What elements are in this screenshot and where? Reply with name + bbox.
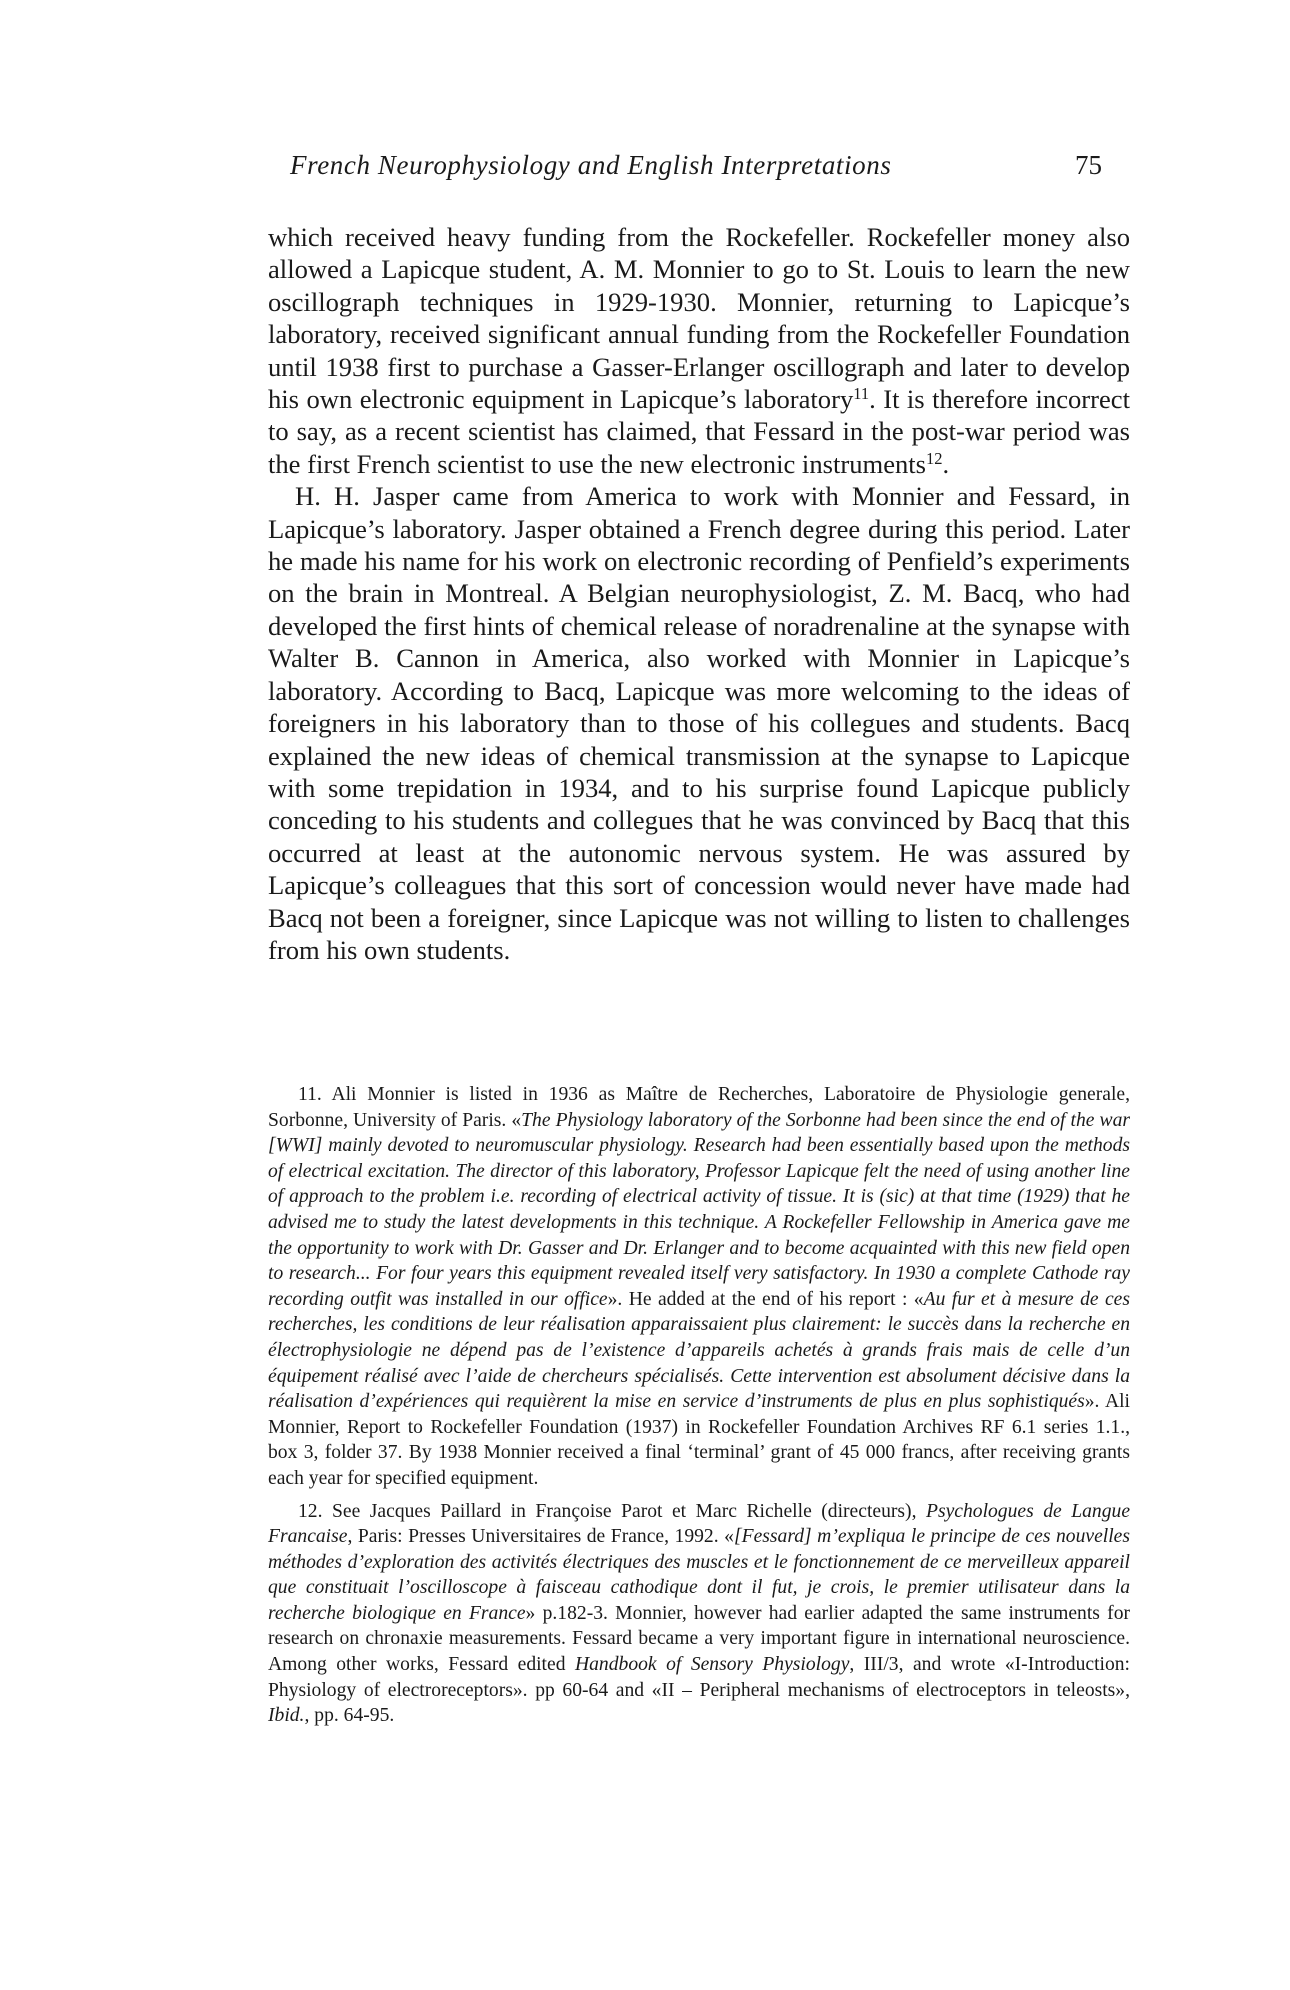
- page-number: 75: [1075, 150, 1102, 180]
- footnote-11-text-e: ». Ali Monnier, Report to Rockefeller Foundation (1937) in Rockefeller Foundation Archives RF 6.1 series 1.1., box 3, folder 37. By 1938 Monnier received a final ‘terminal’ grant of 45 000 francs, after receiving grants each year for specified equipment.: [268, 1391, 1130, 1489]
- footnote-12-text-e: » p.182-3. Monnier, however had earlier adapted the same instruments for research on chronaxie measurements. Fessard became a very important figure in international neuroscience. Among other works, Fessard edited: [268, 1602, 1131, 1676]
- paragraph-2: H. H. Jasper came from America to work with Monnier and Fessard, in Lapicque’s laboratory. Jasper obtained a French degree during this period. Later he made his name for his work on electronic recording of Penfield’s experiments on the brain in Montreal. A Belgian neurophysiologist, Z. M. Bacq, who had developed the first hints of chemical release of noradrenaline at the synapse with Walter B. Cannon in America, also worked with Monnier in Lapicque’s laboratory. According to Bacq, Lapicque was more welcoming to the ideas of foreigners in his laboratory than to those of his collegues and students. Bacq explained the new ideas of chemical transmission at the synapse to Lapicque with some trepidation in 1934, and to his surprise found Lapicque publicly conceding to his students and collegues that he was convinced by Bacq that this occurred at least at the autonomic nervous system. He was assured by Lapicque’s colleagues that this sort of concession would never have made had Bacq not been a foreigner, since Lapicque was not willing to listen to challenges from his own students.: [268, 481, 1130, 965]
- footnote-12-handbook-title: Handbook of Sensory Physiology: [574, 1654, 850, 1676]
- running-head: [290, 150, 1102, 186]
- body-text: [268, 221, 1130, 966]
- footnote-11-text-c: ». He added at the end of his report : «: [607, 1288, 924, 1310]
- footnote-ref-12: 12: [926, 448, 943, 468]
- footnote-ref-11: 11: [853, 383, 870, 403]
- paragraph-1-text-b: . It is therefore incorrect to say, as a recent scientist has claimed, that Fessard in the post-war period was the first French scientist to use the new electronic instruments: [268, 384, 1130, 479]
- footnote-12-ibid: Ibid.: [268, 1705, 305, 1727]
- footnotes: [268, 1082, 1130, 1729]
- paragraph-1-text-a: which received heavy funding from the Rockefeller. Rockefeller money also allowed a Lapicque student, A. M. Monnier to go to St. Louis to learn the new oscillograph techniques in 1929-1930. Monnier, returning to Lapicque’s laboratory, received significant annual funding from the Rockefeller Foundation until 1938 first to purchase a Gasser-Erlanger oscillograph and later to develop his own electronic equipment in Lapicque’s laboratory: [268, 222, 1130, 415]
- footnote-11-text-a: 11. Ali Monnier is listed in 1936 as Maître de Recherches, Laboratoire de Physiologie generale, Sorbonne, University of Paris. «: [268, 1084, 1130, 1131]
- footnote-11: [268, 1082, 1130, 1492]
- footnote-11-quote-french: Au fur et à mesure de ces recherches, les conditions de leur réalisation apparaissaient plus clairement: le succès dans la recherche en électrophysiologie ne dépend pas de l’existence d’appareils achetés à grands frais mais de celle d’un équipement réalisé avec l’aide de chercheurs spécialisés. Cette intervention est absolument décisive dans la réalisation d’expériences qui requièrent la mise en service d’instruments de plus en plus sophistiqués: [268, 1288, 1131, 1413]
- footnote-12-text-a: 12. See Jacques Paillard in Françoise Parot et Marc Richelle (directeurs),: [298, 1500, 926, 1522]
- paragraph-1-text-c: .: [942, 448, 950, 479]
- footnote-12-text-i: , pp. 64-95.: [304, 1705, 395, 1727]
- footnote-12-text-g: , III/3, and wrote «I-Introduction: Physiology of electroreceptors». pp 60-64 and «II – Peripheral mechanisms of electroceptors in teleosts»,: [268, 1654, 1130, 1701]
- footnote-12: [268, 1499, 1130, 1729]
- footnote-12-quote-french: [Fessard] m’expliqua le principe de ces nouvelles méthodes d’exploration des activités électriques des muscles et le fonctionnement de ce merveilleux appareil que constituait l’oscilloscope à faisceau cathodique dont il fut, je crois, le premier utilisateur dans la recherche biologique en France: [268, 1526, 1130, 1624]
- footnote-12-book-title: Psychologues de Langue Francaise: [268, 1500, 1131, 1548]
- running-title: French Neurophysiology and English Interpretations: [290, 150, 892, 180]
- footnote-11-quote-english: The Physiology laboratory of the Sorbonne had been since the end of the war [WWI] mainly devoted to neuromuscular physiology. Research had been essentially based upon the methods of electrical excitation. The director of this laboratory, Professor Lapicque felt the need of using another line of approach to the problem i.e. recording of electrical activity of tissue. It is (sic) at that time (1929) that he advised me to study the latest developments in this technique. A Rockefeller Fellowship in America gave me the opportunity to work with Dr. Gasser and Dr. Erlanger and to become acquainted with this new field open to research... For four years this equipment revealed itself very satisfactory. In 1930 a complete Cathode ray recording outfit was installed in our office: [268, 1109, 1130, 1310]
- footnote-12-text-c: , Paris: Presses Universitaires de France, 1992. «: [347, 1526, 734, 1548]
- paragraph-1: [268, 221, 1130, 480]
